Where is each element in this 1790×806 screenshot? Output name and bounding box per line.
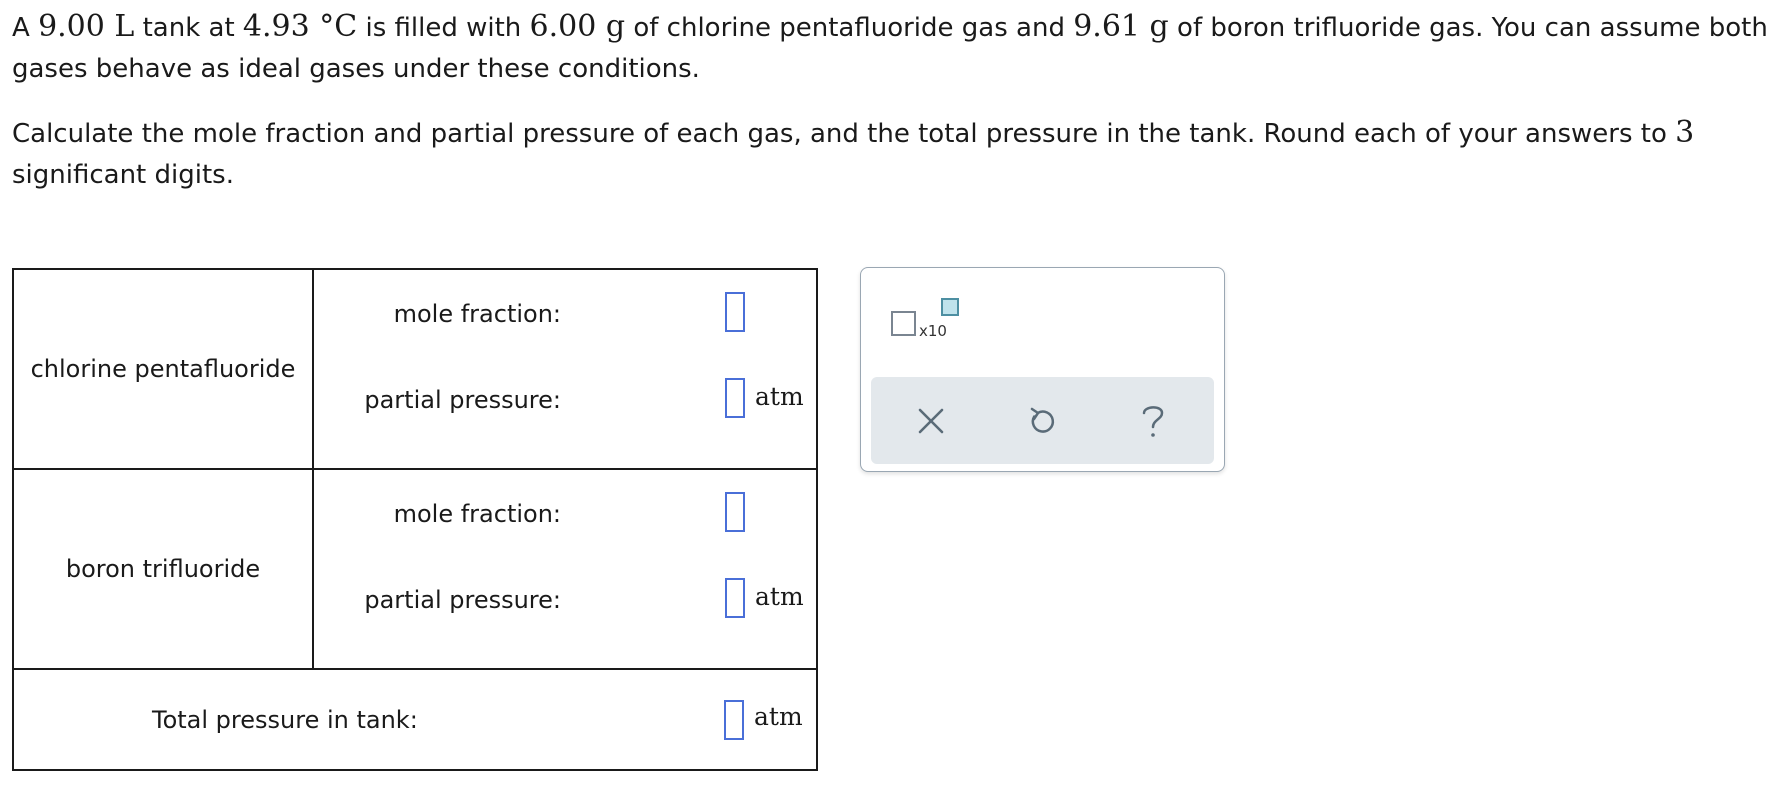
partial-pressure-label: partial pressure:	[364, 386, 561, 414]
scientific-notation-button[interactable]	[891, 298, 961, 340]
tank-temperature: 4.93 °C	[242, 9, 358, 44]
partial-pressure-input-boron-trifluoride[interactable]	[725, 578, 745, 618]
mass-boron-trifluoride: 9.61 g	[1073, 9, 1169, 44]
mole-fraction-label: mole fraction:	[393, 500, 561, 528]
compound-name-cell	[13, 469, 313, 669]
compound-name: boron trifluoride	[65, 555, 261, 583]
row-boron-trifluoride	[13, 469, 817, 669]
mass-chlorine-pentafluoride: 6.00 g	[529, 9, 626, 44]
palette-toolbar	[871, 377, 1214, 464]
pressure-unit: atm	[754, 702, 803, 731]
mole-fraction-input-boron-trifluoride[interactable]	[725, 492, 745, 532]
help-icon	[1140, 402, 1166, 440]
pressure-unit: atm	[755, 382, 804, 411]
answer-table	[12, 268, 818, 771]
answer-fields-cell	[313, 469, 817, 669]
total-pressure-label: Total pressure in tank:	[152, 706, 418, 734]
mole-fraction-input-chlorine-pentafluoride[interactable]	[725, 292, 745, 332]
significant-digits-count: 3	[1675, 115, 1695, 150]
math-input-palette	[860, 267, 1225, 472]
undo-icon	[1026, 405, 1058, 437]
clear-button[interactable]	[891, 377, 971, 464]
help-button[interactable]	[1113, 377, 1193, 464]
times-ten-label: x10	[919, 322, 947, 340]
total-pressure-input[interactable]	[724, 700, 744, 740]
answer-fields-cell	[313, 269, 817, 469]
close-icon	[916, 406, 946, 436]
partial-pressure-label: partial pressure:	[364, 586, 561, 614]
problem-paragraph-conditions: A 9.00 L tank at 4.93 °C is filled with 6.00 g of chlorine pentafluoride gas and 9.61 g of boron trifluoride gas. You can assume both gases behave as ideal gases under these conditions.	[12, 9, 1768, 84]
exponent-box-icon	[941, 298, 959, 316]
pressure-unit: atm	[755, 582, 804, 611]
compound-name-cell	[13, 269, 313, 469]
undo-button[interactable]	[1002, 377, 1082, 464]
total-pressure-cell	[13, 669, 817, 770]
compound-name: chlorine pentafluoride	[30, 355, 296, 383]
row-chlorine-pentafluoride	[13, 269, 817, 469]
problem-paragraph-instructions: Calculate the mole fraction and partial pressure of each gas, and the total pressure in the tank. Round each of your answers to 3 significant digits.	[12, 115, 1695, 190]
row-total-pressure	[13, 669, 817, 770]
scientific-notation-icon	[891, 311, 916, 336]
tank-volume: 9.00 L	[38, 9, 135, 44]
mole-fraction-label: mole fraction:	[393, 300, 561, 328]
partial-pressure-input-chlorine-pentafluoride[interactable]	[725, 378, 745, 418]
problem-statement	[12, 6, 1782, 196]
